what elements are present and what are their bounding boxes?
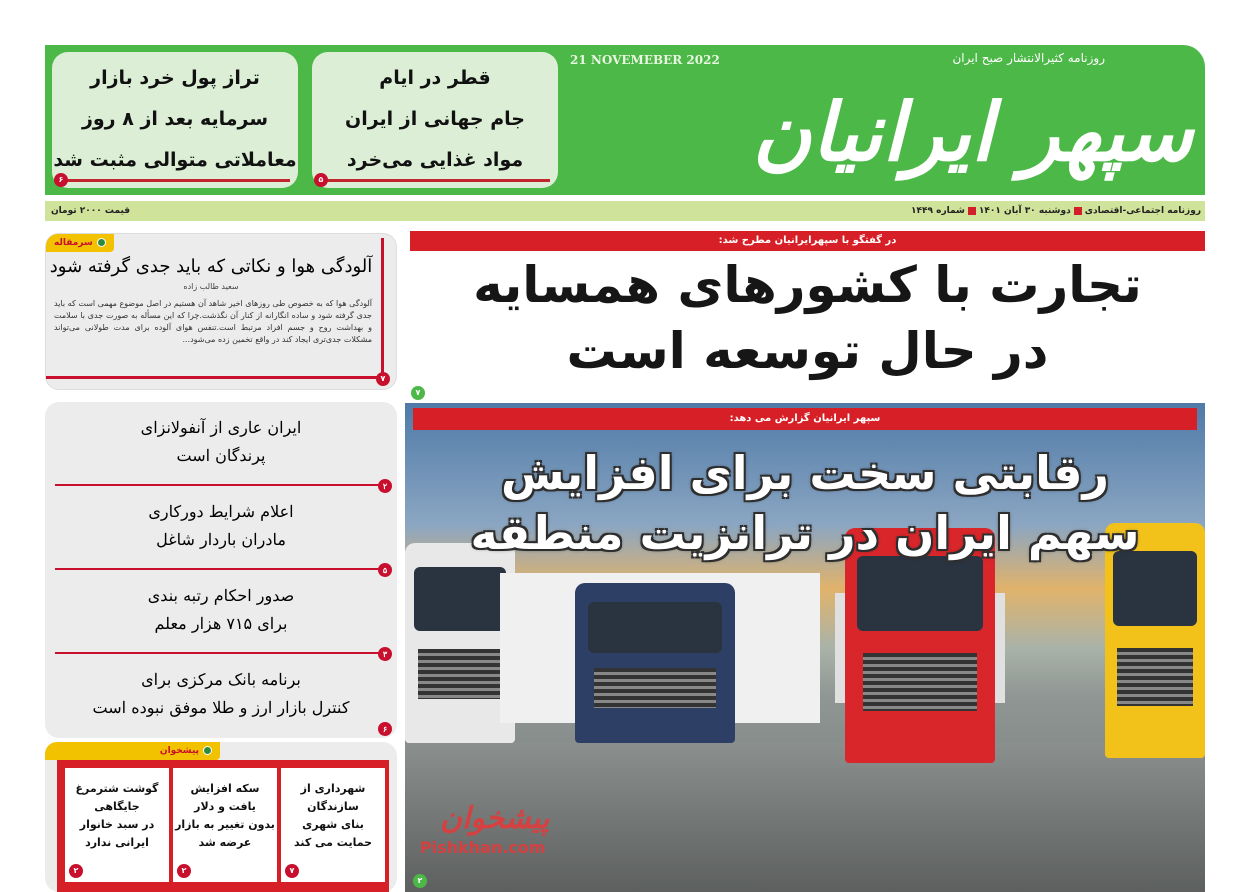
price: قیمت ۲۰۰۰ تومان: [51, 206, 131, 216]
divider: [381, 238, 384, 379]
text-line: جایگاهی: [94, 800, 140, 813]
editorial-tag: [46, 234, 114, 252]
text-line: شهرداری از: [300, 782, 366, 795]
teaser-line: قطر در ایام: [379, 67, 491, 89]
pishkhan-panel: [57, 760, 389, 892]
pishkhan-item[interactable]: [173, 768, 277, 882]
teaser-box-market[interactable]: [52, 52, 298, 188]
page-badge: ۲: [413, 874, 427, 888]
page-badge: ۵: [378, 563, 392, 577]
lead-kicker: در گفتگو با سپهرایرانیان مطرح شد:: [410, 231, 1205, 251]
teaser-line: معاملاتی متوالی مثبت شد: [53, 149, 297, 171]
pishkhan-box: [45, 742, 397, 892]
pishkhan-item[interactable]: [281, 768, 385, 882]
headline-line: در حال توسعه است: [566, 322, 1049, 380]
square-bullet: [1074, 207, 1082, 215]
teaser-box-qatar[interactable]: [312, 52, 558, 188]
page-badge: ۲: [378, 479, 392, 493]
pishkhan-tag: [45, 742, 220, 760]
headline-line: رقابتی سخت برای افزایش: [501, 446, 1109, 500]
page-badge: ۲: [177, 864, 191, 878]
text-line: ایرانی ندارد: [85, 836, 149, 849]
page-badge: ۷: [376, 372, 390, 386]
headline-line: تجارت با کشورهای همسایه: [473, 256, 1142, 314]
text-line: حمایت می کند: [293, 836, 373, 849]
watermark-fa: پیشخوان: [440, 801, 550, 836]
issue-number: شماره ۱۴۴۹: [911, 206, 965, 216]
watermark-en: Pishkhan.com: [420, 838, 546, 857]
dot-icon: [203, 746, 212, 755]
page-badge: ۷: [285, 864, 299, 878]
text-line: عرضه شد: [198, 836, 252, 849]
divider: [46, 376, 384, 379]
page-badge: ۶: [54, 173, 68, 187]
text-line: سازندگان: [307, 800, 359, 813]
brief-line: اعلام شرایط دورکاری: [148, 502, 294, 521]
brief-line: برای ۷۱۵ هزار معلم: [154, 614, 288, 633]
page-badge: ۵: [314, 173, 328, 187]
date-english: 21 NOVEMEBER 2022: [570, 53, 720, 67]
text-line: بدون تغییر به بازار: [175, 818, 275, 831]
pishkhan-item[interactable]: [65, 768, 169, 882]
text-line: در سبد خانوار: [79, 818, 155, 831]
brief-item[interactable]: [45, 570, 397, 659]
brief-line: برنامه بانک مرکزی برای: [141, 670, 301, 689]
divider: [60, 179, 290, 182]
tagline: روزنامه کثیرالانتشار صبح ایران: [952, 51, 1105, 65]
photo-kicker: سپهر ایرانیان گزارش می دهد:: [413, 408, 1197, 430]
text-line: گوشت شترمرغ: [75, 782, 159, 795]
brief-line: صدور احکام رتبه بندی: [147, 586, 295, 605]
photo-headline[interactable]: [405, 443, 1205, 563]
teaser-line: سرمایه بعد از ۸ روز: [81, 108, 269, 130]
page-badge: ۳: [378, 647, 392, 661]
text-line: بنای شهری: [302, 818, 364, 831]
masthead: [45, 45, 1205, 195]
editorial-body: آلودگی هوا که به خصوص طی روزهای اخیر شاهد آن هستیم در اصل موضوع مهمی است که باید جدی گرفته شود و ساده انگارانه از کنار آن نگذشت.چرا که این مسأله به صورت جدی با سلامت و بهداشت روح و جسم افراد مرتبط است.تنفس هوای آلوده برای مدت طولانی می‌تواند مشکلات جدی‌تری ایجاد کند در واقع تخمین زده می‌شود...: [54, 299, 372, 344]
text-line: یافت و دلار: [194, 800, 256, 813]
editorial-author: سعید طالب زاده: [183, 282, 239, 291]
tag-label: سرمقاله: [54, 238, 93, 248]
dot-icon: [97, 238, 106, 247]
lead-headline[interactable]: [410, 252, 1205, 384]
teaser-line: مواد غذایی می‌خرد: [346, 149, 524, 171]
brief-line: کنترل بازار ارز و طلا موفق نبوده است: [92, 698, 350, 717]
pishkhan-watermark: [420, 800, 549, 858]
newspaper-logo: سپهر ایرانیان: [752, 85, 1193, 179]
editorial-box[interactable]: [45, 233, 397, 390]
page-badge: ۷: [411, 386, 425, 400]
white-truck: [405, 543, 515, 743]
brief-item[interactable]: [45, 402, 397, 491]
page-badge: ۶: [378, 722, 392, 736]
news-briefs: [45, 402, 397, 738]
editorial-title: آلودگی هوا و نکاتی که باید جدی گرفته شود: [49, 256, 373, 277]
divider: [320, 179, 550, 182]
brief-item[interactable]: [45, 486, 397, 575]
paper-type: روزنامه اجتماعی-اقتصادی: [1084, 206, 1201, 216]
blue-truck: [575, 583, 735, 743]
red-truck: [845, 528, 995, 763]
teaser-line: جام جهانی از ایران: [345, 108, 525, 130]
brief-item[interactable]: [45, 654, 397, 738]
teaser-line: تراز پول خرد بازار: [90, 67, 260, 89]
square-bullet: [968, 207, 976, 215]
page-badge: ۲: [69, 864, 83, 878]
text-line: سکه افزایش: [190, 782, 260, 795]
brief-line: پرندگان است: [176, 446, 266, 465]
issue-date: دوشنبه ۳۰ آبان ۱۴۰۱: [978, 206, 1071, 216]
brief-line: مادران باردار شاغل: [156, 530, 286, 549]
brief-line: ایران عاری از آنفولانزای: [140, 418, 302, 437]
info-strip: [45, 201, 1205, 221]
headline-line: سهم ایران در ترانزیت منطقه: [470, 506, 1140, 560]
tag-label: پیشخوان: [159, 746, 199, 756]
